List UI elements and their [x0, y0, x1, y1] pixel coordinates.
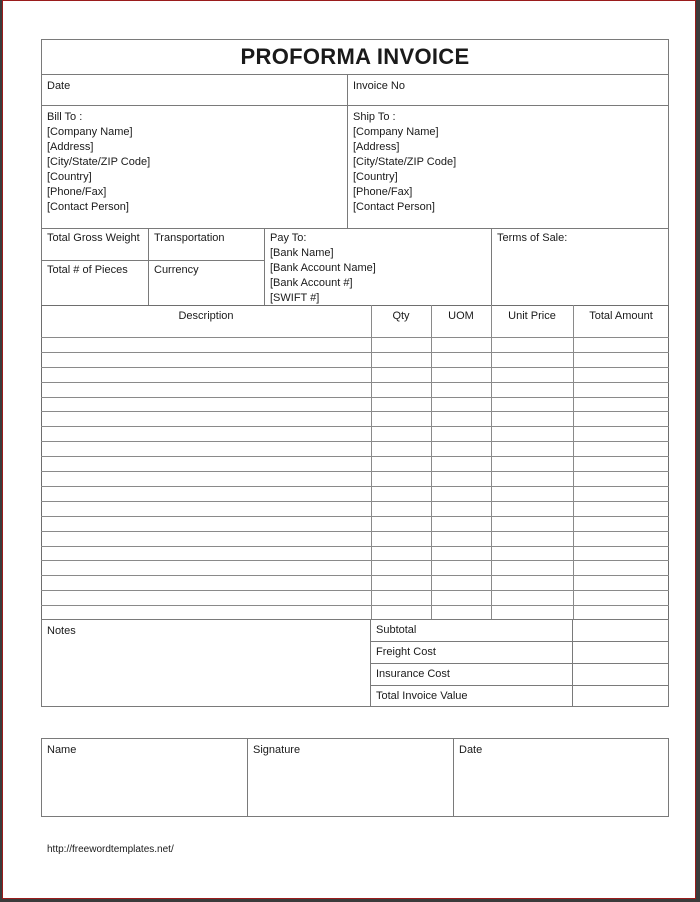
bill-to-company: [Company Name]: [47, 126, 133, 138]
table-row[interactable]: [41, 516, 669, 517]
bill-to-city: [City/State/ZIP Code]: [47, 156, 151, 168]
table-row[interactable]: [41, 456, 669, 457]
invoice-no-field[interactable]: [347, 74, 669, 106]
notes-label: Notes: [47, 625, 76, 637]
col-header-uom: UOM: [448, 310, 474, 322]
footer-url[interactable]: http://freewordtemplates.net/: [47, 844, 174, 855]
total-gross-weight-label: Total Gross Weight: [47, 232, 140, 244]
table-header-divider: [41, 337, 669, 338]
ship-to-address: [Address]: [353, 141, 400, 153]
col-header-total-amount: Total Amount: [589, 310, 653, 322]
table-row[interactable]: [41, 486, 669, 487]
col-header-qty: Qty: [392, 310, 410, 322]
notes-field[interactable]: [41, 619, 371, 707]
table-row[interactable]: [41, 501, 669, 502]
table-row[interactable]: [41, 605, 669, 606]
insurance-cost-label: Insurance Cost: [370, 663, 573, 686]
table-row[interactable]: [41, 382, 669, 383]
signoff-date-label: Date: [459, 744, 483, 756]
table-row[interactable]: [41, 560, 669, 561]
pay-to-block[interactable]: [264, 228, 492, 306]
table-row[interactable]: [41, 411, 669, 412]
ship-to-block[interactable]: [347, 105, 669, 229]
table-row[interactable]: [41, 531, 669, 532]
ship-to-contact: [Contact Person]: [353, 201, 435, 213]
bill-to-contact: [Contact Person]: [47, 201, 129, 213]
col-header-description: Description: [178, 310, 234, 322]
signoff-name-label: Name: [47, 744, 77, 756]
pay-to-swift: [SWIFT #]: [270, 292, 320, 304]
total-invoice-value-value[interactable]: [572, 685, 669, 707]
table-row[interactable]: [41, 397, 669, 398]
currency-field[interactable]: [148, 260, 265, 306]
pay-to-account-name: [Bank Account Name]: [270, 262, 376, 274]
total-pieces-field[interactable]: [41, 260, 149, 306]
signoff-signature-label: Signature: [253, 744, 301, 756]
bill-to-phone: [Phone/Fax]: [47, 186, 107, 198]
subtotal-label: Subtotal: [370, 619, 573, 642]
transportation-label: Transportation: [154, 232, 225, 244]
currency-label: Currency: [154, 264, 199, 276]
subtotal-value[interactable]: [572, 619, 669, 642]
table-row[interactable]: [41, 352, 669, 353]
total-invoice-value-label: Total Invoice Value: [370, 685, 573, 707]
bill-to-heading: Bill To :: [47, 111, 83, 123]
pay-to-heading: Pay To:: [270, 232, 307, 244]
date-field[interactable]: [41, 74, 348, 106]
ship-to-country: [Country]: [353, 171, 398, 183]
table-row[interactable]: [41, 471, 669, 472]
table-row[interactable]: [41, 575, 669, 576]
ship-to-heading: Ship To :: [353, 111, 396, 123]
invoice-page: [2, 0, 696, 899]
table-row[interactable]: [41, 367, 669, 368]
table-row[interactable]: [41, 441, 669, 442]
transportation-field[interactable]: [148, 228, 265, 261]
signoff-name-field[interactable]: [41, 738, 248, 817]
total-gross-weight-field[interactable]: [41, 228, 149, 261]
bill-to-country: [Country]: [47, 171, 92, 183]
pay-to-bank-name: [Bank Name]: [270, 247, 334, 259]
terms-of-sale-field[interactable]: [491, 228, 669, 306]
table-row[interactable]: [41, 546, 669, 547]
total-pieces-label: Total # of Pieces: [47, 264, 128, 276]
ship-to-company: [Company Name]: [353, 126, 439, 138]
ship-to-phone: [Phone/Fax]: [353, 186, 413, 198]
invoice-no-label: Invoice No: [353, 80, 405, 92]
bill-to-address: [Address]: [47, 141, 94, 153]
table-row[interactable]: [41, 590, 669, 591]
freight-cost-value[interactable]: [572, 641, 669, 664]
col-header-unit-price: Unit Price: [508, 310, 556, 322]
insurance-cost-value[interactable]: [572, 663, 669, 686]
pay-to-account-number: [Bank Account #]: [270, 277, 353, 289]
signoff-date-field[interactable]: [453, 738, 669, 817]
ship-to-city: [City/State/ZIP Code]: [353, 156, 457, 168]
bill-to-block[interactable]: [41, 105, 348, 229]
freight-cost-label: Freight Cost: [370, 641, 573, 664]
signoff-signature-field[interactable]: [247, 738, 454, 817]
date-label: Date: [47, 80, 71, 92]
invoice-title: PROFORMA INVOICE: [41, 39, 669, 75]
table-row[interactable]: [41, 426, 669, 427]
terms-of-sale-label: Terms of Sale:: [497, 232, 568, 244]
